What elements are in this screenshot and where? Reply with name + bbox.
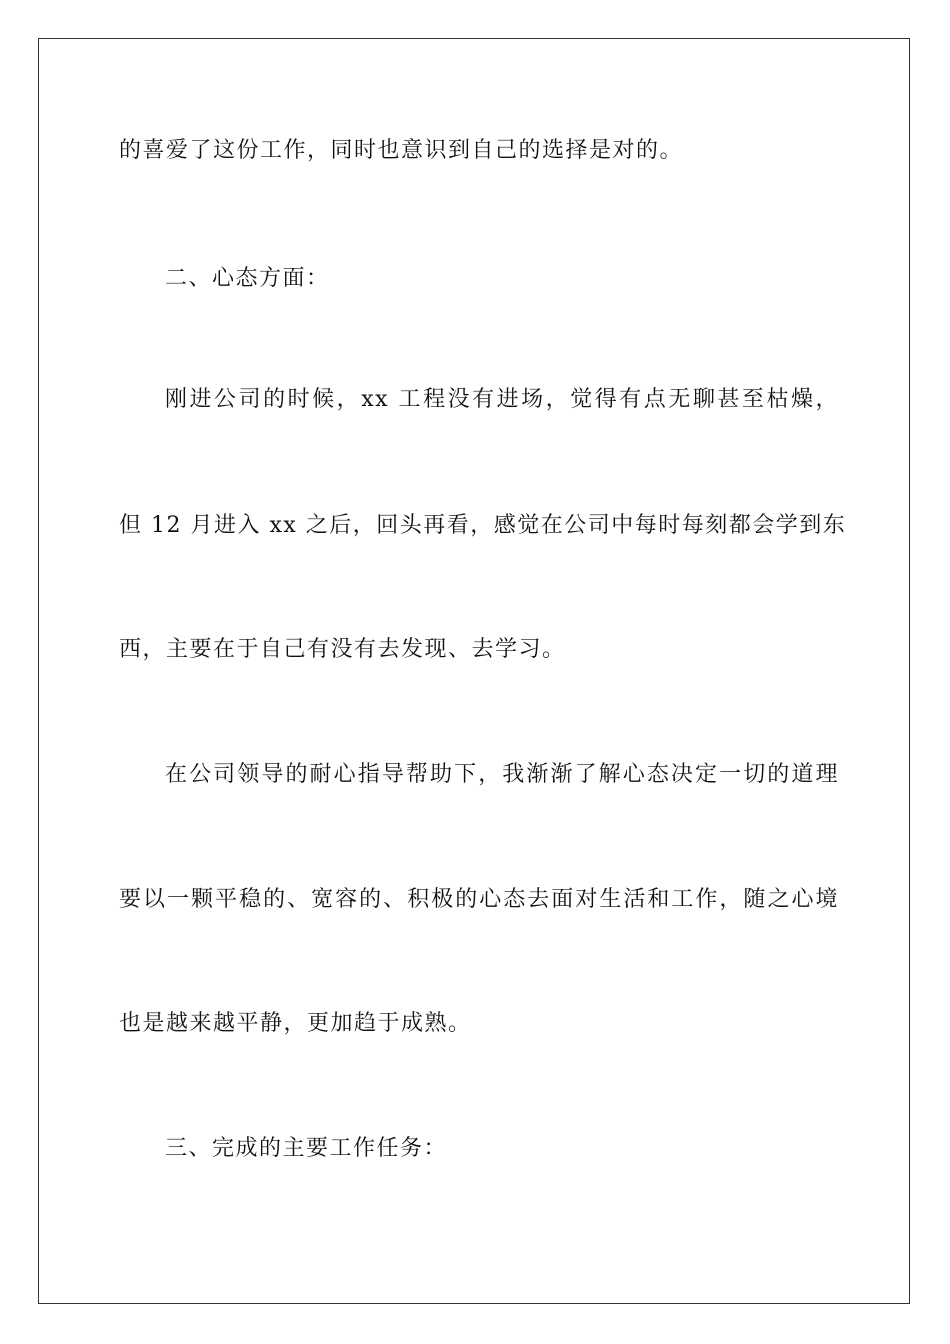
paragraph-line: 在公司领导的耐心指导帮助下，我渐渐了解心态决定一切的道理: [165, 762, 839, 787]
section-heading-mindset: 二、心态方面：: [165, 266, 330, 291]
paragraph-line: 西，主要在于自己有没有去发现、去学习。: [119, 637, 566, 662]
paragraph-line: 要以一颗平稳的、宽容的、积极的心态去面对生活和工作，随之心境: [119, 887, 839, 912]
paragraph-line: 也是越来越平静，更加趋于成熟。: [119, 1011, 472, 1036]
section-heading-main-tasks: 三、完成的主要工作任务：: [165, 1136, 448, 1161]
paragraph-line: 刚进公司的时候，xx 工程没有进场，觉得有点无聊甚至枯燥，: [165, 387, 839, 412]
paragraph-line-continuation: 的喜爱了这份工作，同时也意识到自己的选择是对的。: [119, 138, 684, 163]
paragraph-line: 但 12 月进入 xx 之后，回头再看，感觉在公司中每时每刻都会学到东: [119, 513, 847, 538]
document-page: [38, 38, 910, 1304]
